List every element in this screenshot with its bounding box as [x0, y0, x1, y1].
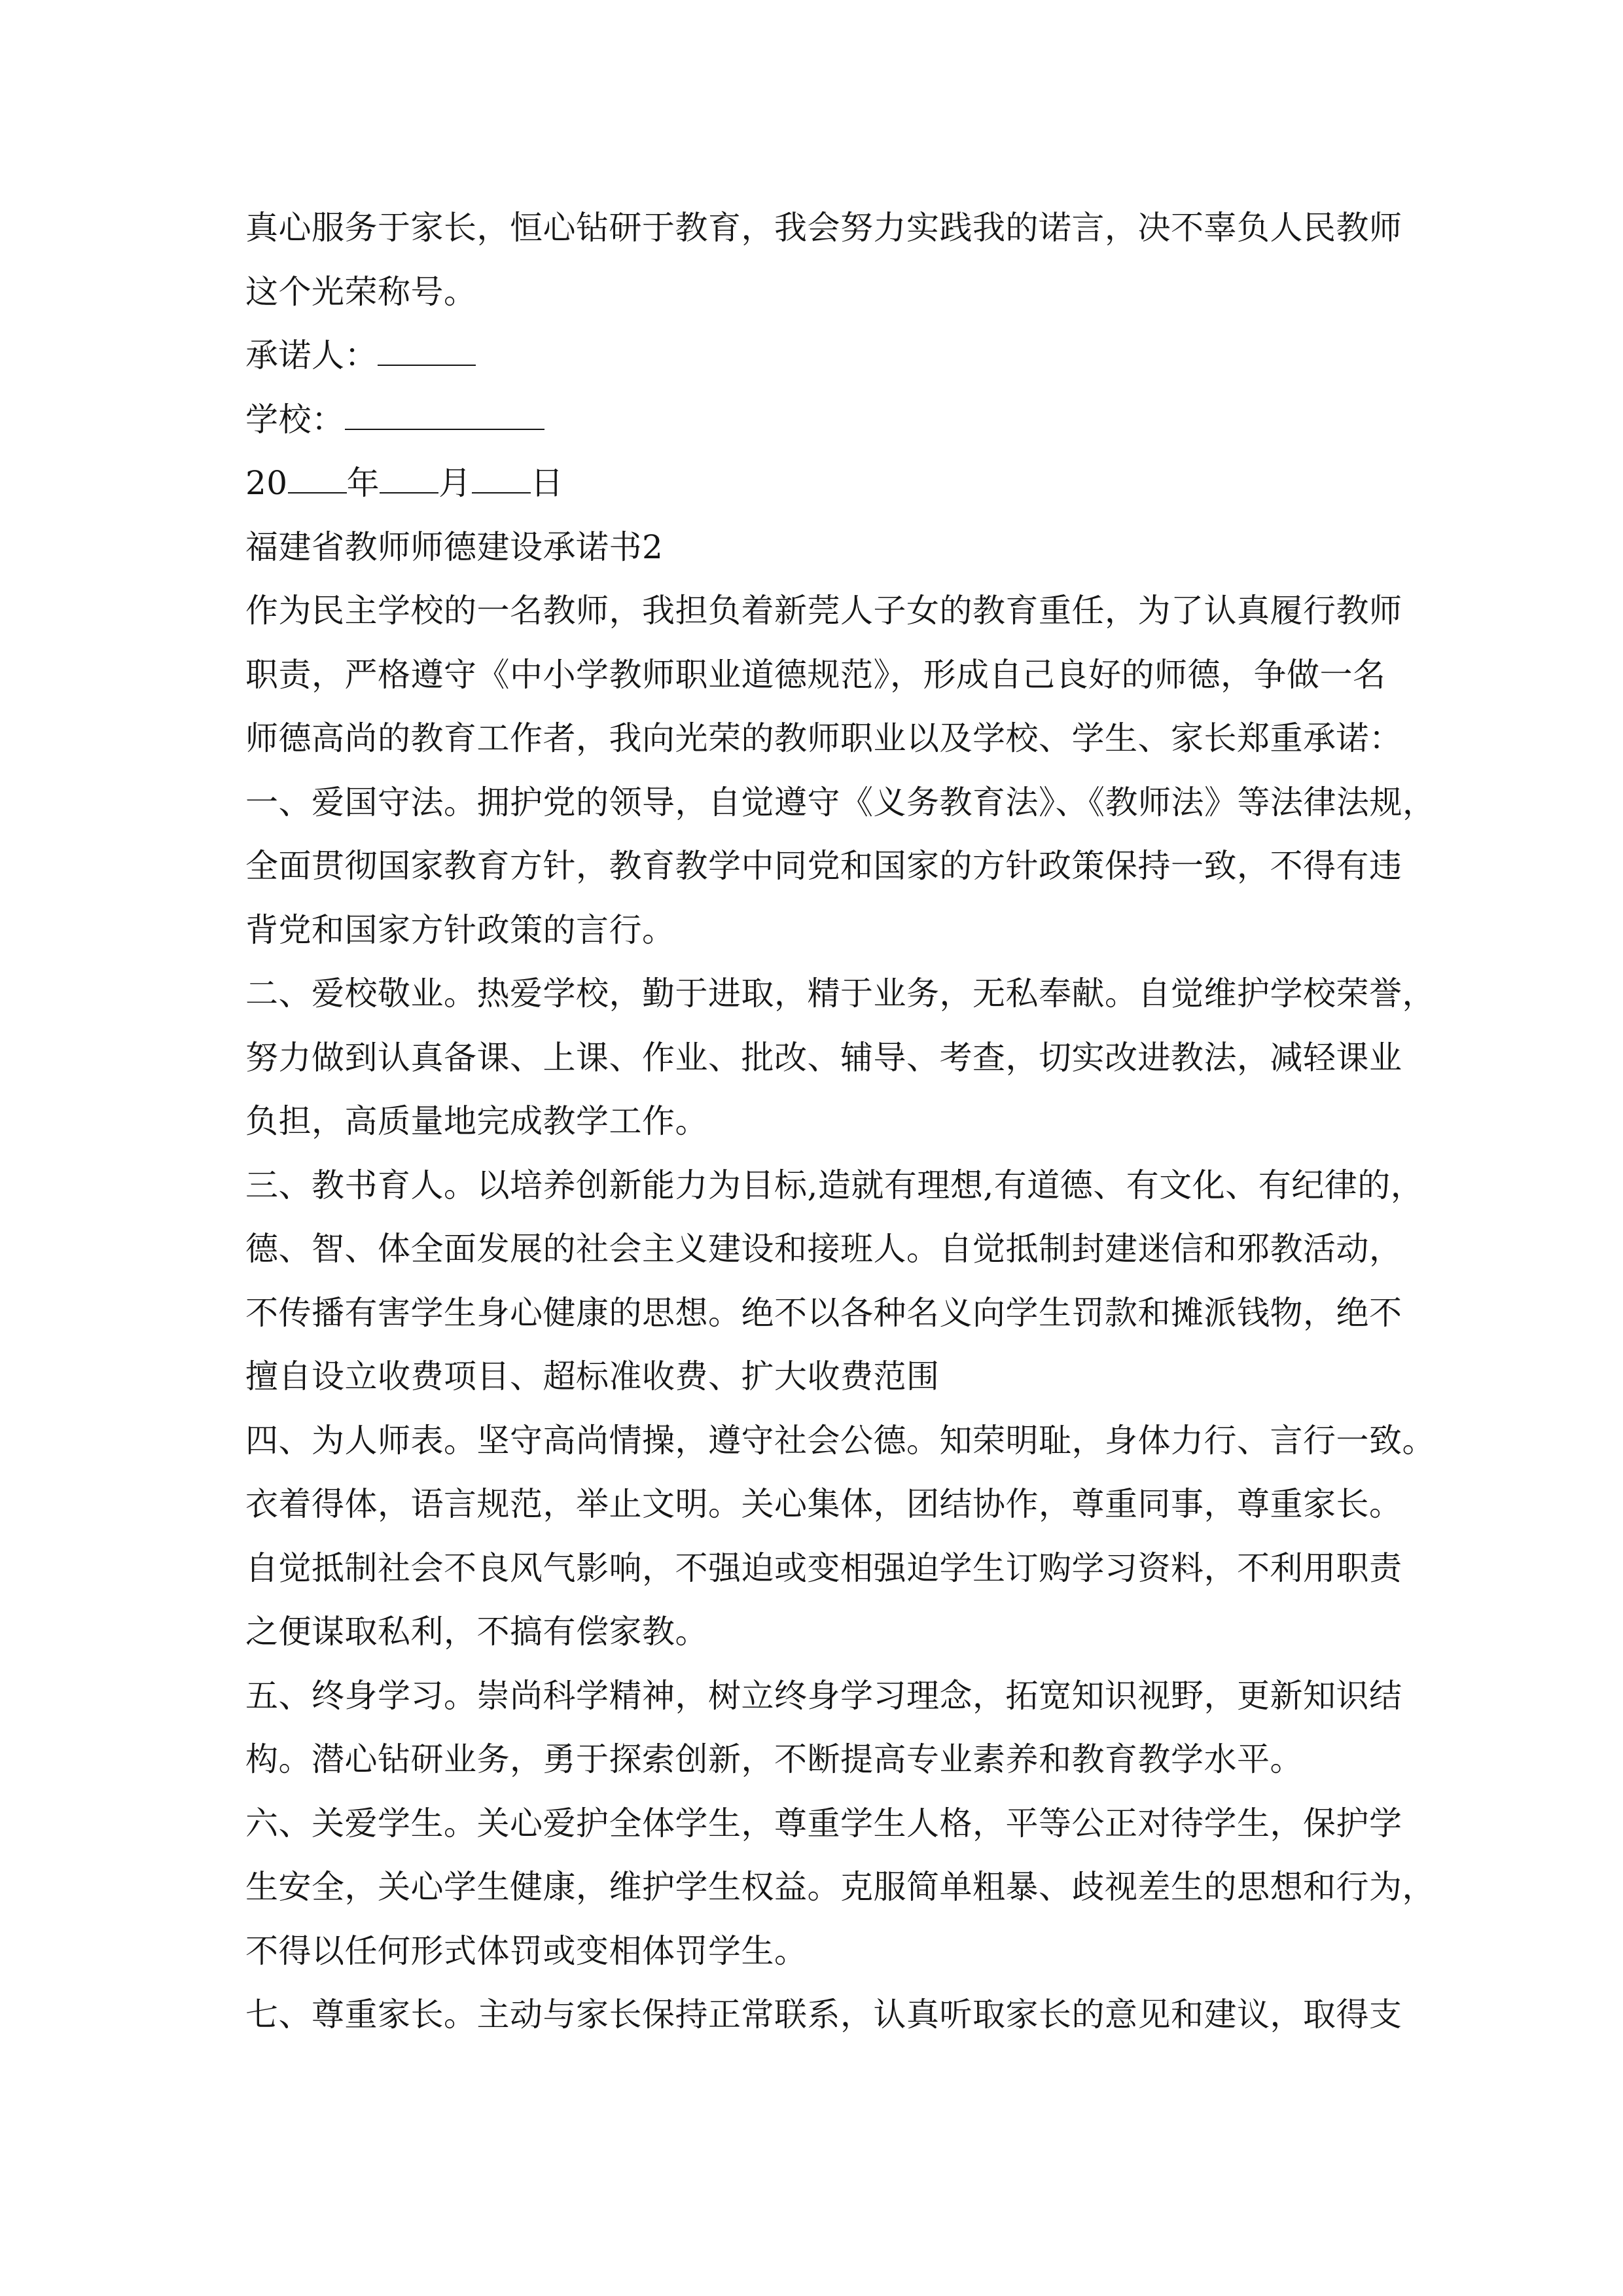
body-line: 三、教书育人。以培养创新能力为目标,造就有理想,有道德、有文化、有纪律的，	[245, 1166, 1424, 1204]
year-label: 年	[346, 464, 380, 502]
body-line: 不传播有害学生身心健康的思想。绝不以各种名义向学生罚款和摊派钱物，绝不	[245, 1293, 1402, 1332]
body-line: 擅自设立收费项目、超标准收费、扩大收费范围	[245, 1357, 940, 1395]
body-line: 努力做到认真备课、上课、作业、批改、辅导、考查，切实改进教法，减轻课业	[245, 1038, 1402, 1077]
body-line: 不得以任何形式体罚或变相体罚学生。	[245, 1931, 808, 1970]
year-blank	[288, 452, 347, 493]
body-line: 衣着得体，语言规范，举止文明。关心集体，团结协作，尊重同事，尊重家长。	[245, 1485, 1402, 1523]
school-label: 学校：	[245, 400, 345, 439]
month-label: 月	[438, 464, 472, 502]
body-line: 自觉抵制社会不良风气影响，不强迫或变相强迫学生订购学习资料，不利用职责	[245, 1549, 1402, 1587]
day-blank	[472, 452, 531, 493]
school-line	[245, 388, 1387, 452]
body-line: 负担，高质量地完成教学工作。	[245, 1102, 708, 1140]
body-line: 一、爱国守法。拥护党的领导，自觉遵守《义务教育法》、《教师法》等法律法规，	[245, 783, 1436, 821]
promisor-line	[245, 324, 1387, 388]
body-line: 师德高尚的教育工作者，我向光荣的教师职业以及学校、学生、家长郑重承诺：	[245, 719, 1402, 757]
body-line: 作为民主学校的一名教师，我担负着新莞人子女的教育重任，为了认真履行教师	[245, 592, 1402, 630]
body-line: 四、为人师表。坚守高尚情操，遵守社会公德。知荣明耻，身体力行、言行一致。	[245, 1421, 1435, 1460]
month-blank	[380, 452, 438, 493]
body-line: 六、关爱学生。关心爱护全体学生，尊重学生人格，平等公正对待学生，保护学	[245, 1804, 1402, 1842]
intro-line: 真心服务于家长，恒心钻研于教育，我会努力实践我的诺言，决不辜负人民教师	[245, 209, 1402, 247]
body-line: 构。潜心钻研业务，勇于探索创新，不断提高专业素养和教育教学水平。	[245, 1740, 1303, 1778]
body-line: 全面贯彻国家教育方针，教育教学中同党和国家的方针政策保持一致，不得有违	[245, 847, 1402, 885]
body-line: 二、爱校敬业。热爱学校，勤于进取，精于业务，无私奉献。自觉维护学校荣誉，	[245, 975, 1435, 1013]
promisor-label: 承诺人：	[245, 336, 378, 374]
body-line: 五、终身学习。崇尚科学精神，树立终身学习理念，拓宽知识视野，更新知识结	[245, 1676, 1402, 1715]
body-line: 德、智、体全面发展的社会主义建设和接班人。自觉抵制封建迷信和邪教活动，	[245, 1230, 1402, 1268]
document-page	[245, 196, 1436, 2047]
body-line: 七、尊重家长。主动与家长保持正常联系，认真听取家长的意见和建议，取得支	[245, 1996, 1402, 2034]
section-title: 福建省教师师德建设承诺书2	[245, 528, 664, 566]
date-line	[245, 452, 1387, 516]
body-line: 职责，严格遵守《中小学教师职业道德规范》，形成自己良好的师德，争做一名	[245, 655, 1386, 694]
body-line: 生安全，关心学生健康，维护学生权益。克服简单粗暴、歧视差生的思想和行为，	[245, 1868, 1435, 1906]
date-prefix: 20	[245, 464, 288, 502]
body-line: 背党和国家方针政策的言行。	[245, 910, 675, 949]
promisor-blank	[378, 324, 476, 366]
intro-line: 这个光荣称号。	[245, 272, 477, 311]
day-label: 日	[530, 464, 564, 502]
body-line: 之便谋取私利，不搞有偿家教。	[245, 1613, 708, 1651]
school-blank	[345, 388, 544, 430]
